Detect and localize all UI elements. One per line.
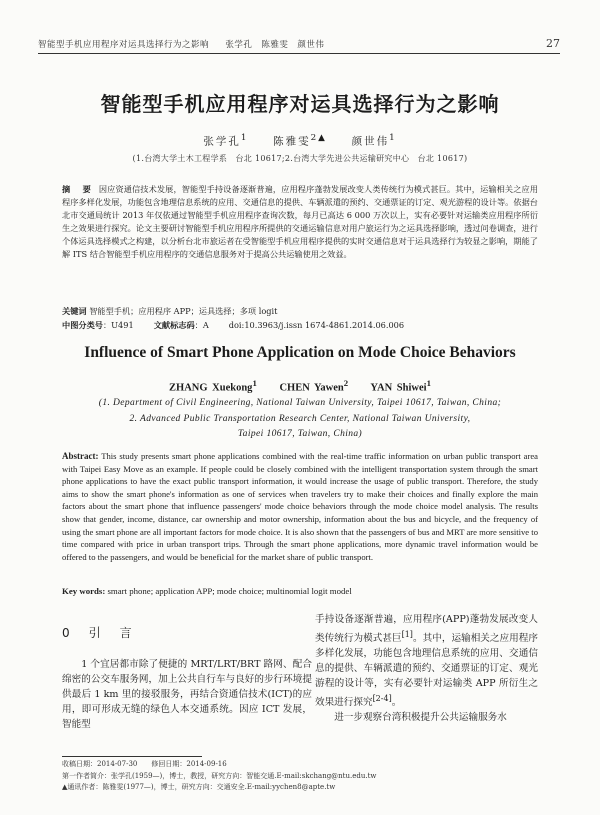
- doc-code: A: [202, 320, 209, 330]
- header-rule: [38, 53, 560, 54]
- author-sup: 2: [310, 133, 319, 143]
- author-sup: 1: [252, 378, 257, 388]
- doc-code-label: 文献标志码: [153, 320, 195, 330]
- clc-label: 中图分类号: [62, 320, 103, 330]
- running-header-title: 智能型手机应用程序对运具选择行为之影响: [38, 40, 210, 50]
- author-name: 颜世伟: [351, 135, 390, 148]
- doi: doi:10.3963/j.issn 1674-4861.2014.06.006: [228, 320, 405, 330]
- running-header-left: [38, 38, 324, 50]
- body-paragraph: 1 个宜居都市除了便捷的 MRT/LRT/BRT 路网、配合绵密的公交车服务网，加上公共自行车与良好的步行环境提供最后 1 km 里的接驳服务，再结合资通信技术(ICT)的应用，即可形成无缝的绿色人本交通系统。因应 ICT 发展，智能型: [62, 659, 312, 730]
- body-column-left: [62, 612, 312, 732]
- section-number: 0: [62, 626, 71, 640]
- author-name: ZHANG Xuekong: [169, 382, 253, 394]
- body-paragraph: 进一步观察台湾积极提升公共运输服务水: [334, 712, 507, 724]
- keywords-text: 智能型手机；应用程序 APP；运具选择；多项 logit: [89, 306, 278, 316]
- affiliation-line: Taipei 10617, Taiwan, China): [237, 429, 363, 439]
- body-text: 。其中，运输相关之应用程序多样化发展，功能包含地理信息系统的应用、交通信息的提供、车辆派遣的预约、交通票证的订定、观光游程的设计等，实有必要针对运输类 APP 所衍生之效果进行探究: [315, 633, 539, 709]
- author-sup: 1: [426, 378, 431, 388]
- affiliation-english: [70, 396, 530, 443]
- abstract-text: This study presents smart phone applications combined with the real-time traffic information on urban public transport area with Taipei Easy Move as an example. If people could be closely combined with the intelligent transportation system through the smart phone applications to have the exact public transport information, it would increase the usage of public transport. Therefore, the study aims to show the smart phone's information as one of services when travelers try to make their choices and finally explore the main factors about the smart phone that influence passengers' mode choice behaviors through the mode choice model analysis. The results show that gender, income, distance, car ownership and motor ownership, information about the bus and bicycle, and the frequency of using the smart phone are all important factors for mode choice. It is also shown that the passengers of bus and MRT are more sensitive to time compared with price in urban transport trips. Through the smart phone applications, more dynamic travel information would be offered to the passengers, and would be beneficial for the market share of public transport.: [62, 451, 538, 562]
- footnotes: [62, 759, 560, 794]
- authors-chinese: [0, 133, 600, 149]
- citation: [2-4]: [372, 694, 392, 704]
- clc-code: U491: [111, 320, 134, 330]
- affiliation-line: 2. Advanced Public Transportation Research Center, National Taiwan University,: [129, 413, 471, 424]
- abstract-chinese: [62, 183, 538, 260]
- section-heading: [62, 626, 312, 641]
- affiliation-chinese: (1.台湾大学土木工程学系 台北 10617;2.台湾大学先进公共运输研究中心 台北 10617): [132, 154, 468, 163]
- author-sup: 1: [389, 133, 397, 143]
- classification-line: 中图分类号：U491 文献标志码：A doi:10.3963/j.issn 1674-4861.2014.06.006: [62, 320, 405, 330]
- running-header: [38, 34, 560, 50]
- citation: [1]: [401, 630, 413, 639]
- footnote-received: 收稿日期：2014-07-30 修回日期：2014-09-16: [62, 760, 227, 768]
- body-text: 手持设备逐渐普遍，应用程序(APP)蓬勃发展改变人类传统行为模式甚巨: [315, 614, 538, 645]
- section-title-part: 引: [88, 626, 102, 640]
- keywords-label: 关键词: [62, 306, 87, 316]
- authors-english: [0, 378, 600, 394]
- title-chinese: 智能型手机应用程序对运具选择行为之影响: [100, 92, 500, 116]
- affiliation-line: (1. Department of Civil Engineering, National Taiwan University, Taipei 10617, Taiwan, China;: [98, 398, 502, 408]
- author-name: CHEN Yawen: [279, 382, 344, 394]
- author-name: 张学孔: [203, 135, 241, 148]
- keywords-label: Key words:: [62, 586, 106, 596]
- footnote-first-author: 第一作者简介：张学孔(1959—)，博士，教授，研究方向：智能交通.E-mail:skchang@ntu.edu.tw: [62, 771, 377, 780]
- running-header-authors: 张学孔 陈雅雯 颜世伟: [225, 40, 325, 50]
- body-paragraph: [315, 612, 538, 710]
- author-name: YAN Shiwei: [370, 382, 427, 394]
- abstract-text: 因应资通信技术发展，智能型手持设备逐渐普遍，应用程序蓬勃发展改变人类传统行为模式甚巨。其中，运输相关之应用程序多样化发展，功能包含地理信息系统的应用、交通信息的提供、车辆派遣的预约、交通票证的订定、观光游程的设计等。依据台北市交通局统计 2013 年仅依通过智能型手机应用程序查询次数，每月已高达 6 000 万次以上，实有必要针对运输类应用程序所衍生之效果进行探究。论文主要研讨智能型手机应用程序所提供的交通运输信息对用户旅运行为之运具选择影响，透过问卷调查，进行个体运具选择模式之构建，以分析台北市旅运者在受智能型手机应用程序提供的实时交通信息对于运具选择行为较显之影响，期能了解 ITS 结合智能型手机应用程序的交通信息服务对于提高公共运输使用之效益。: [62, 184, 538, 259]
- body-text: 。: [391, 697, 402, 709]
- abstract-label: Abstract:: [62, 451, 99, 461]
- abstract-english: [62, 450, 538, 563]
- corresponding-mark: ▲: [318, 133, 327, 143]
- section-title-part: 言: [119, 626, 133, 640]
- keywords-chinese: [62, 306, 538, 317]
- keywords-english: [62, 586, 538, 596]
- title-english: Influence of Smart Phone Application on Mode Choice Behaviors: [84, 344, 516, 361]
- footnote-rule: [62, 756, 202, 757]
- keywords-text: smart phone; application APP; mode choice; multinomial logit model: [107, 586, 352, 596]
- author-sup: 2: [343, 378, 349, 388]
- footnote-corresponding: ▲通讯作者：陈雅雯(1977—)，博士，研究方向：交通安全.E-mail:yychen8@apte.tw: [62, 783, 336, 791]
- abstract-label: 摘 要: [62, 184, 93, 194]
- author-sup: 1: [240, 133, 249, 143]
- body-column-right: [315, 612, 538, 725]
- page-number: 27: [546, 37, 560, 50]
- author-name: 陈雅雯: [273, 135, 311, 148]
